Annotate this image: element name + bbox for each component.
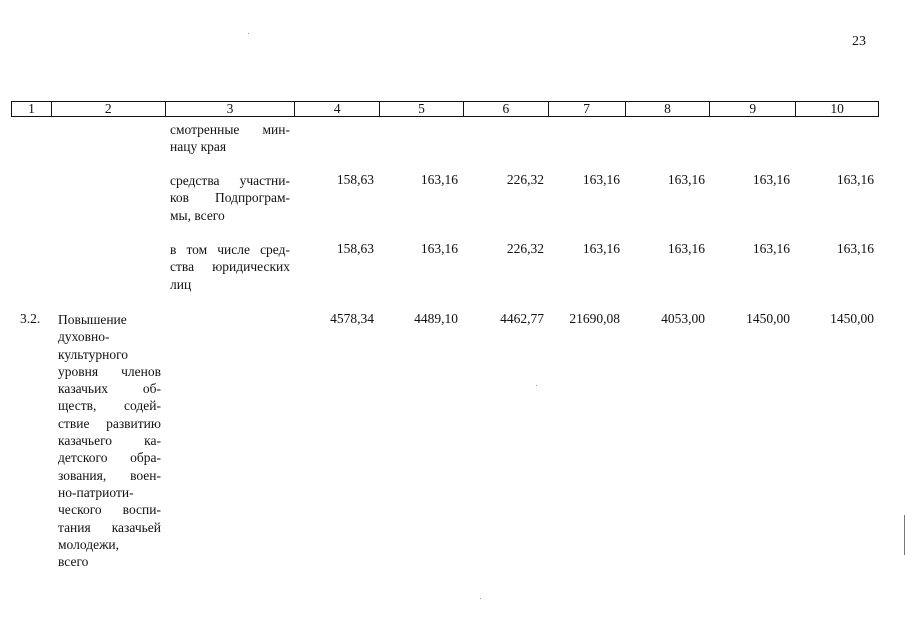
text-line: нацу края [170, 139, 227, 155]
row-32-col2-text [58, 311, 161, 570]
header-col-7: 7 [548, 102, 625, 116]
legal-col10: 163,16 [836, 241, 874, 256]
header-col-5: 5 [379, 102, 463, 116]
text-line: ческого воспи- [58, 502, 161, 518]
row-32-col9: 1450,00 [746, 311, 790, 326]
text-line: ства юридических [170, 259, 290, 275]
participants-col6: 226,32 [506, 172, 544, 187]
page-number: 23 [852, 34, 866, 49]
participants-col10: 163,16 [836, 172, 874, 187]
header-col-1: 1 [28, 101, 35, 116]
table-header-row [11, 101, 879, 117]
text-line: Повышение [58, 312, 127, 327]
legal-col7: 163,16 [582, 241, 620, 256]
row-32-col8: 4053,00 [661, 311, 705, 326]
scan-speck [248, 33, 249, 34]
legal-col5: 163,16 [420, 241, 458, 256]
row-code: 3.2. [20, 311, 41, 326]
participants-col3-text [170, 172, 290, 224]
legal-col6: 226,32 [506, 241, 544, 256]
text-line: тания казачьей [58, 519, 161, 535]
row-32-col6: 4462,77 [500, 311, 544, 326]
legal-col4: 158,63 [336, 241, 374, 256]
text-line: средства участни- [170, 173, 290, 188]
row-32-col4: 4578,34 [330, 311, 374, 326]
row-32-col5: 4489,10 [414, 311, 458, 326]
participants-col5: 163,16 [420, 172, 458, 187]
scan-speck [536, 385, 537, 386]
participants-col4: 158,63 [336, 172, 374, 187]
text-line: смотренные мин- [170, 122, 290, 137]
legal-col3-text [170, 241, 290, 293]
row-32-col10: 1450,00 [830, 311, 874, 326]
participants-col7: 163,16 [582, 172, 620, 187]
text-line: духовно- [58, 329, 110, 345]
header-col-9: 9 [709, 102, 795, 116]
scan-speck [480, 598, 481, 599]
text-line: зования, воен- [58, 467, 161, 483]
header-col-4: 4 [294, 102, 379, 116]
row-32-col7: 21690,08 [569, 311, 620, 326]
text-line: мы, всего [170, 207, 225, 223]
text-line: казачьих об- [58, 381, 161, 397]
header-col-8: 8 [625, 102, 710, 116]
participants-col8: 163,16 [667, 172, 705, 187]
header-col-10: 10 [795, 102, 878, 116]
text-line: молодежи, [58, 536, 120, 552]
participants-col9: 163,16 [752, 172, 790, 187]
text-line: ществ, содей- [58, 398, 161, 414]
header-col-3: 3 [165, 102, 295, 116]
text-line: в том числе сред- [170, 242, 290, 257]
text-line: ков Подпрограм- [170, 190, 290, 206]
continuation-col3-text [170, 121, 290, 156]
header-col-6: 6 [463, 102, 548, 116]
text-line: ствие развитию [58, 415, 161, 431]
text-line: казачьего ка- [58, 433, 161, 449]
text-line: культурного [58, 346, 129, 362]
header-col-2: 2 [51, 102, 165, 116]
text-line: всего [58, 554, 89, 570]
text-line: лиц [170, 276, 192, 292]
legal-col9: 163,16 [752, 241, 790, 256]
text-line: уровня членов [58, 363, 161, 379]
text-line: но-патриоти- [58, 484, 134, 500]
legal-col8: 163,16 [667, 241, 705, 256]
text-line: детского обра- [58, 450, 161, 466]
